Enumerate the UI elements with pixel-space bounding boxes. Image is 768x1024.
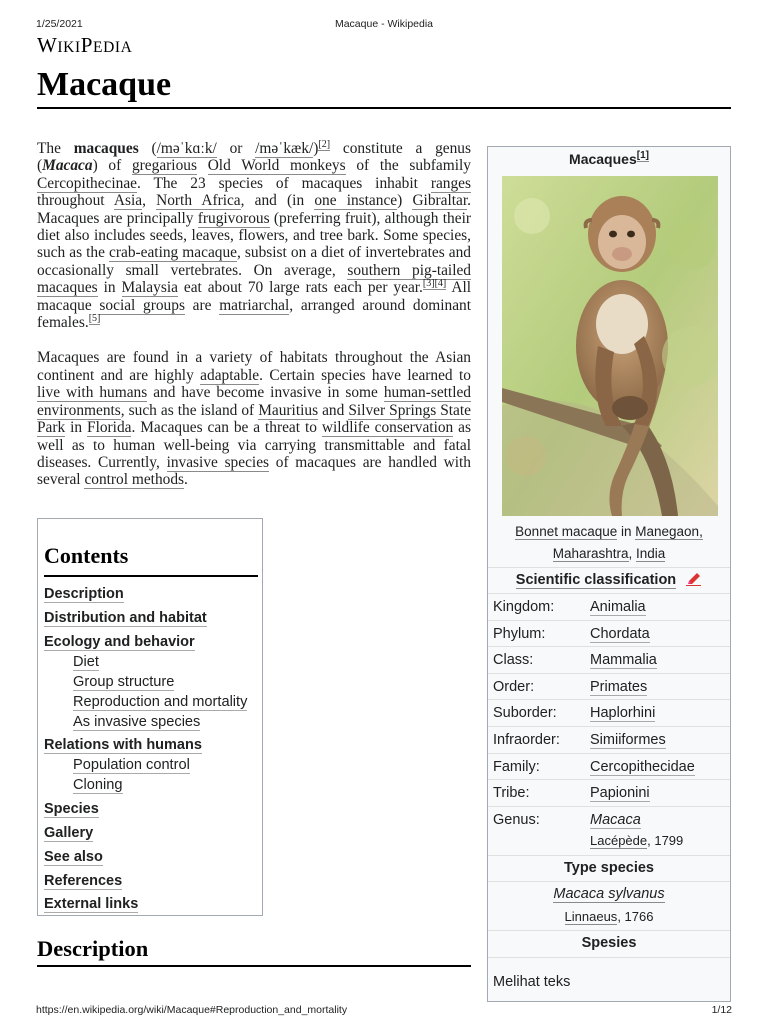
link-linnaeus[interactable]: Linnaeus [564,909,618,924]
article-lead [37,140,471,507]
classification-value-label: Animalia [590,599,646,615]
toc-item-label: See also [44,848,103,865]
classification-rank: Phylum: [493,625,546,642]
classification-rank: Genus: [493,811,540,828]
toc-item[interactable] [44,632,256,652]
photo-caption: Bonnet macaque in Manegaon, Maharashtra, India [515,524,703,561]
spesies-heading: Spesies [581,935,637,951]
toc-item-label: Species [44,801,99,818]
classification-value-label: Chordata [590,625,650,642]
toc-item[interactable] [44,584,256,604]
genus-authority: Lacépède, 1799 [590,833,684,848]
toc-item[interactable] [44,799,256,819]
pencil-icon[interactable] [686,572,702,590]
type-species-authority: Linnaeus, 1766 [564,909,654,924]
toc-list [44,584,256,914]
ref-5[interactable]: [5] [88,313,101,325]
bold-term: macaques [73,140,139,157]
scientific-classification-heading [488,572,730,590]
classification-row [488,620,730,647]
toc-item[interactable] [44,712,256,732]
link-old-world-monkeys[interactable]: Old World monkeys [207,157,346,175]
link-manegaon[interactable]: Manegaon, [635,524,703,539]
link-southern-pig-tailed[interactable]: southern pig-tailed macaques [37,261,472,297]
link-scientific-classification[interactable]: Scientific classification [515,572,677,588]
classification-row [488,593,730,620]
macaque-photo-illustration [502,176,718,516]
toc-item-label: Gallery [44,824,94,841]
toc-item-label: External links [44,896,139,913]
link-ranges[interactable]: ranges [430,174,471,192]
link-cercopithecinae[interactable]: Cercopithecinae [37,174,137,192]
link-maharashtra[interactable]: Maharashtra [552,546,629,561]
print-page-number: 1/12 [711,1004,732,1016]
link-matriarchal[interactable]: matriarchal [219,296,290,314]
link-wildlife-conservation[interactable]: wildlife conservation [321,419,454,437]
toc-item[interactable] [44,847,256,867]
table-of-contents [37,518,263,916]
print-url: https://en.wikipedia.org/wiki/Macaque#Reproduction_and_mortality [36,1004,348,1016]
toc-item[interactable] [44,672,256,692]
ref-2[interactable]: [2] [318,139,331,150]
toc-heading: Contents [44,543,258,577]
pencil-icon-glyph [686,572,702,586]
toc-item[interactable] [44,735,256,755]
classification-value[interactable] [590,626,650,642]
classification-value[interactable] [590,732,666,748]
toc-item-label: Relations with humans [44,737,202,754]
link-florida[interactable]: Florida [87,419,132,437]
classification-value[interactable] [590,705,655,721]
link-mauritius[interactable]: Mauritius [258,401,319,419]
classification-row [488,753,730,780]
section-divider [37,965,471,967]
classification-value-label: Simiiformes [590,731,666,748]
toc-item-label: As invasive species [73,713,201,730]
toc-item[interactable] [44,608,256,628]
classification-rank: Tribe: [493,785,530,802]
classification-value[interactable] [590,785,650,801]
lead-paragraph-2: Macaques are found in a variety of habitats throughout the Asian continent and are highly adaptable. Certain species have learned to live with humans and have become invasive in some human-settled environments, such as the island of Mauritius and Silver Springs State Park in Florida. Macaques can be a threat to wildlife conservation as well as to human well-being via carrying transmittable and fatal diseases. Currently, invasive species of macaques are handled with several control methods. [37,349,472,489]
link-social-groups[interactable]: social groups [99,296,185,314]
classification-rank: Suborder: [493,705,557,722]
classification-value-label: Haplorhini [590,705,656,722]
link-gibraltar[interactable]: Gibraltar [412,192,468,210]
classification-table [488,593,730,832]
link-human-settled[interactable]: human-settled environments [37,384,472,419]
ref-1[interactable]: [1] [636,150,649,161]
toc-item[interactable] [44,692,256,712]
classification-value-label: Cercopithecidae [590,758,695,775]
classification-value[interactable] [590,679,647,695]
classification-row [488,699,730,726]
toc-item[interactable] [44,871,256,891]
classification-value-label: Mammalia [590,652,657,669]
toc-item-label: Diet [73,653,99,670]
link-live-with-humans[interactable]: live with humans [37,384,148,402]
lead-paragraph-1: The macaques (/məˈkɑːk/ or /məˈkæk/)[2] constitute a genus (Macaca) of gregarious Old World monkeys of the subfamily Cercopithecinae. The 23 species of macaques inhabit ranges throughout Asia, North Africa, and (in one instance) Gibraltar. Macaques are principally frugivorous (preferring fruit), although their diet also includes seeds, leaves, flowers, and tree bark. Some species, such as the crab-eating macaque, subsist on a diet of invertebrates and occasionally small vertebrates. On average, southern pig-tailed macaques in Malaysia eat about 70 large rats each per year.[3][4] All macaque social groups are matriarchal, arranged around dominant females.[5] [37,139,472,332]
print-title: Macaque - Wikipedia [334,18,434,30]
type-species-heading: Type species [563,860,654,876]
link-ipa-1[interactable]: /məˈkɑːk/ [156,140,217,157]
toc-item-label: Group structure [73,673,175,690]
classification-rank: Infraorder: [493,731,560,748]
link-malaysia[interactable]: Malaysia [121,279,178,297]
title-divider [37,107,731,109]
classification-row [488,673,730,700]
toc-item[interactable] [44,652,256,672]
link-silver-springs[interactable]: Silver Springs State Park [37,401,471,437]
genus-name: Macaca [42,157,93,175]
classification-row [488,726,730,753]
classification-value[interactable] [590,652,657,668]
infobox-title: Macaques[1] [569,150,649,167]
classification-row [488,779,730,806]
link-lacepede[interactable]: Lacépède [590,833,648,848]
classification-row [488,806,730,833]
melihat-teks[interactable]: Melihat teks [493,974,571,990]
classification-value[interactable] [590,599,646,615]
toc-item-label: References [44,872,123,889]
classification-rank: Family: [493,758,540,775]
link-gregarious[interactable]: gregarious [131,157,197,175]
toc-item-label: Reproduction and mortality [73,693,248,710]
classification-rank: Kingdom: [493,599,555,615]
classification-rank: Order: [493,678,535,695]
classification-value-label: Primates [590,678,648,695]
toc-item[interactable] [44,823,256,843]
toc-item[interactable] [44,775,256,795]
type-species [488,886,730,902]
classification-value-label: Papionini [590,785,650,802]
ref-3[interactable]: [3] [422,278,435,290]
link-frugivorous[interactable]: frugivorous [197,209,270,227]
link-north-africa[interactable]: North Africa [156,192,241,210]
link-crab-eating-macaque[interactable]: crab-eating macaque [109,244,237,262]
classification-value[interactable] [590,812,641,828]
link-invasive-species[interactable]: invasive species [166,453,270,471]
print-date: 1/25/2021 [36,18,83,30]
wikipedia-wordmark[interactable]: WIKIPEDIA [37,33,133,57]
toc-item-label: Description [44,586,124,602]
toc-item[interactable] [44,755,256,775]
link-control-methods[interactable]: control methods [84,471,185,489]
classification-row [488,646,730,673]
toc-item-label: Cloning [73,777,123,794]
toc-item-label: Population control [73,757,190,774]
section-heading-description: Description [37,936,149,961]
classification-value-label: Macaca [590,811,641,828]
ref-4[interactable]: [4] [434,278,447,290]
link-bonnet-macaque[interactable]: Bonnet macaque [515,524,618,539]
link-one-instance[interactable]: one instance [314,192,398,210]
toc-item-label: Distribution and habitat [44,609,207,626]
page-title: Macaque [37,66,172,103]
link-india[interactable]: India [636,546,666,561]
macaque-photo[interactable] [502,176,718,516]
link-ipa-2[interactable]: /məˈkæk/ [255,140,314,157]
link-adaptable[interactable]: adaptable [200,366,260,384]
toc-item-label: Ecology and behavior [44,633,195,650]
classification-value[interactable] [590,759,695,775]
link-asia[interactable]: Asia [113,192,143,210]
classification-rank: Class: [493,652,534,669]
infobox [487,146,731,1002]
link-macaca-sylvanus[interactable]: Macaca sylvanus [553,886,665,902]
toc-item[interactable] [44,894,256,914]
